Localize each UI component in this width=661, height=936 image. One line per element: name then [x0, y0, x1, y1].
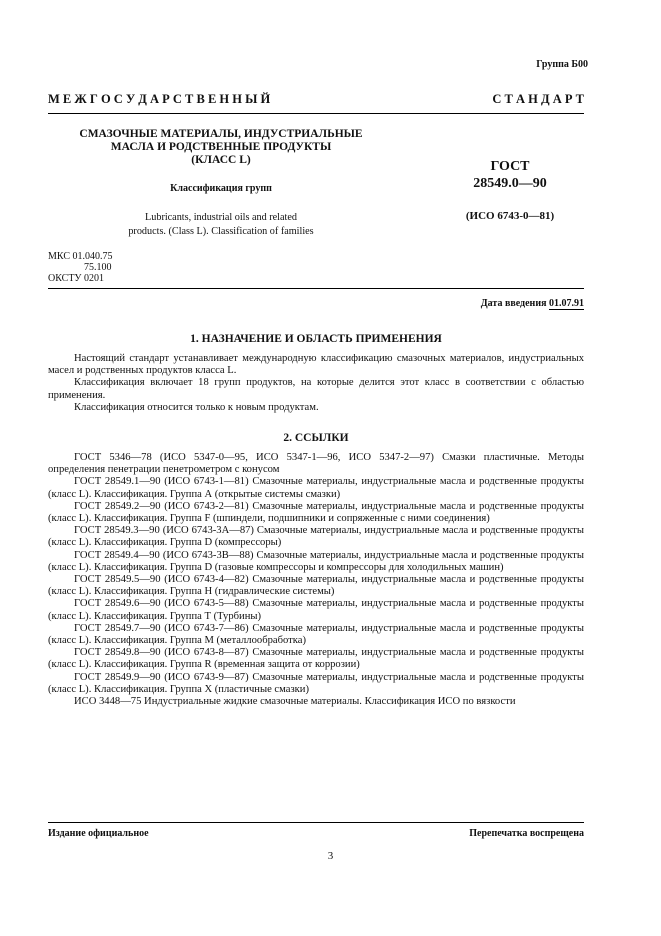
footer-rule: [48, 822, 584, 823]
title-line: СМАЗОЧНЫЕ МАТЕРИАЛЫ, ИНДУСТРИАЛЬНЫЕ: [79, 128, 363, 140]
reference-item: ГОСТ 28549.3—90 (ИСО 6743-3А—87) Смазочные материалы, индустриальные масла и родственные продукты (класс L). Классификация. Группа D (компрессоры): [48, 525, 584, 549]
section-2-heading: 2. ССЫЛКИ: [283, 432, 349, 444]
title-line: МАСЛА И РОДСТВЕННЫЕ ПРОДУКТЫ: [110, 141, 332, 153]
gost-number: [430, 158, 590, 192]
english-title: [62, 211, 380, 239]
intro-date: [481, 298, 584, 309]
mks-code-secondary: 75.100: [84, 262, 112, 273]
group-label: Группа Б00: [536, 59, 588, 70]
reference-item: ГОСТ 28549.2—90 (ИСО 6743-2—81) Смазочные материалы, индустриальные масла и родственные продукты (класс L). Классификация. Группа F (шпиндели, подшипники и сопряженные с ними соединения): [48, 500, 584, 525]
intro-date-label: Дата введения: [480, 298, 547, 309]
header-rule: [48, 113, 584, 114]
section-1-body: [48, 353, 584, 414]
document-subtitle: Классификация групп: [170, 183, 272, 194]
reprint-prohibited-note: Перепечатка воспрещена: [469, 828, 584, 839]
reference-item: ГОСТ 28549.5—90 (ИСО 6743-4—82) Смазочные материалы, индустриальные масла и родственные продукты (класс L). Классификация. Группа Н (гидравлические системы): [48, 574, 584, 598]
iso-equivalent: (ИСО 6743-0—81): [465, 210, 555, 222]
reference-item: ГОСТ 28549.4—90 (ИСО 6743-3В—88) Смазочные материалы, индустриальные масла и родственные продукты (класс L). Классификация. Группа D (газовые компрессоры и компрессоры для холодильных машин): [48, 549, 584, 573]
oksty-code: ОКСТУ 0201: [48, 273, 105, 284]
section-1-heading: 1. НАЗНАЧЕНИЕ И ОБЛАСТЬ ПРИМЕНЕНИЯ: [190, 333, 442, 345]
official-edition-note: Издание официальное: [48, 828, 149, 839]
page-number: 3: [327, 850, 334, 862]
section-2-body: [48, 452, 584, 708]
english-title-line: Lubricants, industrial oils and related: [145, 212, 297, 223]
english-title-line: products. (Class L). Classification of families: [128, 226, 314, 237]
intro-date-value: 01.07.91: [549, 298, 584, 309]
mks-code: МКС 01.040.75: [48, 251, 113, 262]
title-line: (КЛАСС L): [191, 154, 251, 166]
gost-label: ГОСТ: [490, 159, 530, 174]
reference-item: ГОСТ 28549.6—90 (ИСО 6743-5—88) Смазочные материалы, индустриальные масла и родственные продукты (класс L). Классификация. Группа Т (Турбины): [48, 598, 584, 622]
reference-item: ГОСТ 28549.7—90 (ИСО 6743-7—86) Смазочные материалы, индустриальные масла и родственные продукты (класс L). Классификация. Группа М (металлообработка): [48, 622, 584, 647]
paragraph: Классификация включает 18 групп продуктов, на которые делится этот класс в соответствии с областью применения.: [48, 377, 584, 401]
banner-word-standard: С Т А Н Д А Р Т: [492, 92, 584, 106]
reference-item: ИСО 3448—75 Индустриальные жидкие смазочные материалы. Классификация ИСО по вязкости: [74, 696, 516, 708]
reference-item: ГОСТ 28549.8—90 (ИСО 6743-8—87) Смазочные материалы, индустриальные масла и родственные продукты (класс L). Классификация. Группа R (временная защита от коррозии): [48, 647, 584, 671]
banner-word-interstate: М Е Ж Г О С У Д А Р С Т В Е Н Н Ы Й: [48, 92, 271, 106]
reference-item: ГОСТ 28549.9—90 (ИСО 6743-9—87) Смазочные материалы, индустриальные масла и родственные продукты (класс L). Классификация. Группа X (пластичные смазки): [48, 671, 584, 695]
document-title: [62, 128, 380, 167]
reference-item: ГОСТ 28549.1—90 (ИСО 6743-1—81) Смазочные материалы, индустриальные масла и родственные продукты (класс L). Классификация. Группа А (открытые системы смазки): [48, 476, 584, 500]
codes-rule: [48, 288, 584, 289]
interstate-standard-banner: [48, 92, 584, 107]
paragraph: Классификация относится только к новым продуктам.: [74, 401, 319, 413]
reference-item: ГОСТ 5346—78 (ИСО 5347-0—95, ИСО 5347-1—96, ИСО 5347-2—97) Смазки пластичные. Методы определения пенетрации пенетрометром с конусом: [48, 452, 584, 476]
paragraph: Настоящий стандарт устанавливает международную классификацию смазочных материалов, индустриальных масел и родственных продуктов класса L.: [48, 353, 584, 377]
classification-codes: [48, 251, 112, 284]
gost-code: 28549.0—90: [473, 176, 547, 191]
